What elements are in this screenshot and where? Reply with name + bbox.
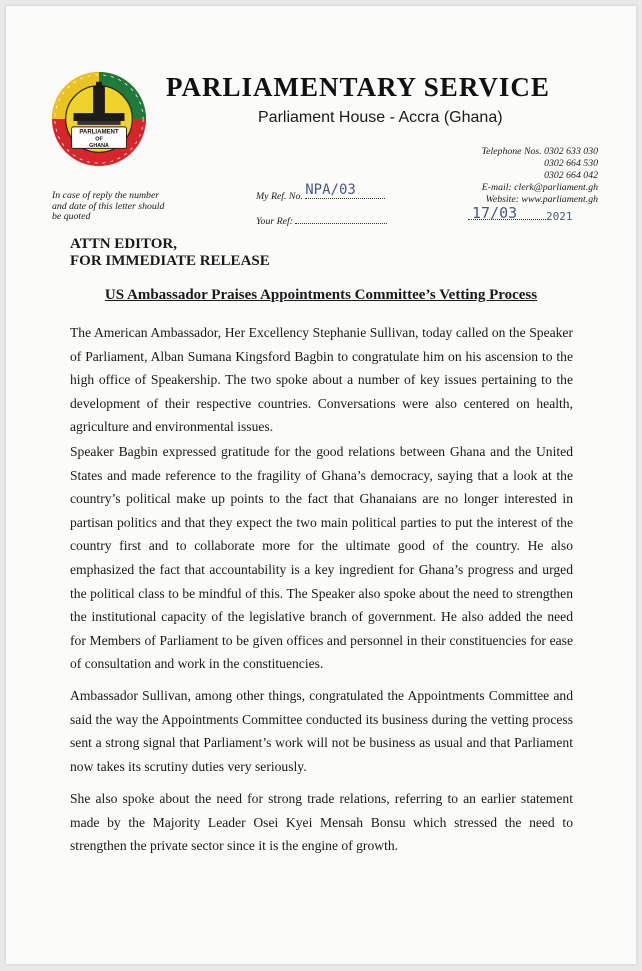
- your-ref-label: Your Ref:: [256, 216, 293, 227]
- attn-line: FOR IMMEDIATE RELEASE: [70, 253, 270, 269]
- website-line: Website: www.parliament.gh: [485, 194, 598, 205]
- org-name: PARLIAMENTARY SERVICE: [166, 72, 550, 102]
- paragraph-3: Ambassador Sullivan, among other things, congratulated the Appointments Committee and said the way the Appointments Committee conducted its business during the vetting process sent a strong signal that Parliament’s work will not be business as usual and that Parliament now takes its scrutiny duties very seriously.: [70, 688, 573, 774]
- my-ref-value: NPA/03: [305, 182, 356, 198]
- telephone-2: 0302 664 530: [544, 158, 598, 169]
- reply-note-line: and date of this letter should: [52, 200, 165, 212]
- letter-page: [6, 6, 636, 964]
- paragraph-4: She also spoke about the need for strong trade relations, referring to an earlier statement made by the Majority Leader Osei Kyei Mensah Bonsu which stressed the need to strengthen the private sector since it is the engine of growth.: [70, 791, 573, 854]
- reply-note: [52, 191, 164, 223]
- paragraph-2: Speaker Bagbin expressed gratitude for the good relations between Ghana and the United States and made reference to the fragility of Ghana’s democracy, saying that a look at the country’s political make up points to the fact that Ghanaians are no longer interested in partisan politics and that they expect the two main political parties to put the interest of the country first and to collaborate more for the ultimate good of the country. He also emphasized the fact that accountability is a key ingredient for Ghana’s progress and urged the political class to be mindful of this. The Speaker also spoke about the need to strengthen the institutional capacity of the legislative branch of government. He also added the need for Members of Parliament to be given offices and personnel in their constituencies for ease of consultation and work in the constituencies.: [70, 444, 573, 672]
- parliament-crest-logo: [50, 70, 148, 168]
- my-ref-row: [256, 182, 385, 202]
- date-row: [468, 204, 573, 223]
- reply-note-line: be quoted: [52, 211, 91, 222]
- contact-block: [482, 146, 598, 206]
- logo-text-3: GHANA: [89, 142, 109, 149]
- date-value: 17/03: [472, 204, 518, 222]
- your-ref-row: [256, 213, 387, 227]
- logo-text-1: PARLIAMENT: [79, 129, 119, 136]
- telephone-1: 0302 633 030: [544, 146, 598, 157]
- my-ref-label: My Ref. No.: [256, 191, 303, 202]
- attn-line: ATTN EDITOR,: [70, 236, 177, 252]
- org-address: Parliament House - Accra (Ghana): [258, 109, 503, 126]
- telephone-3: 0302 664 042: [544, 170, 598, 181]
- paragraph-1: The American Ambassador, Her Excellency Stephanie Sullivan, today called on the Speaker of Parliament, Alban Sumana Kingsford Bagbin to congratulate him on his ascension to the high office of Speakership. The two spoke about a number of key issues pertaining to the development of their respective countries. Conversations were also centered on health, agriculture and environmental issues.: [70, 325, 573, 435]
- logo-text-2: OF: [95, 136, 103, 143]
- headline: US Ambassador Praises Appointments Committee’s Vetting Process: [104, 287, 538, 303]
- attn-block: [70, 236, 270, 270]
- date-year: 2021: [546, 210, 573, 223]
- reply-note-line: In case of reply the number: [52, 190, 160, 201]
- telephone-label: Telephone Nos.: [481, 146, 542, 157]
- email-line: E-mail: clerk@parliament.gh: [481, 182, 598, 193]
